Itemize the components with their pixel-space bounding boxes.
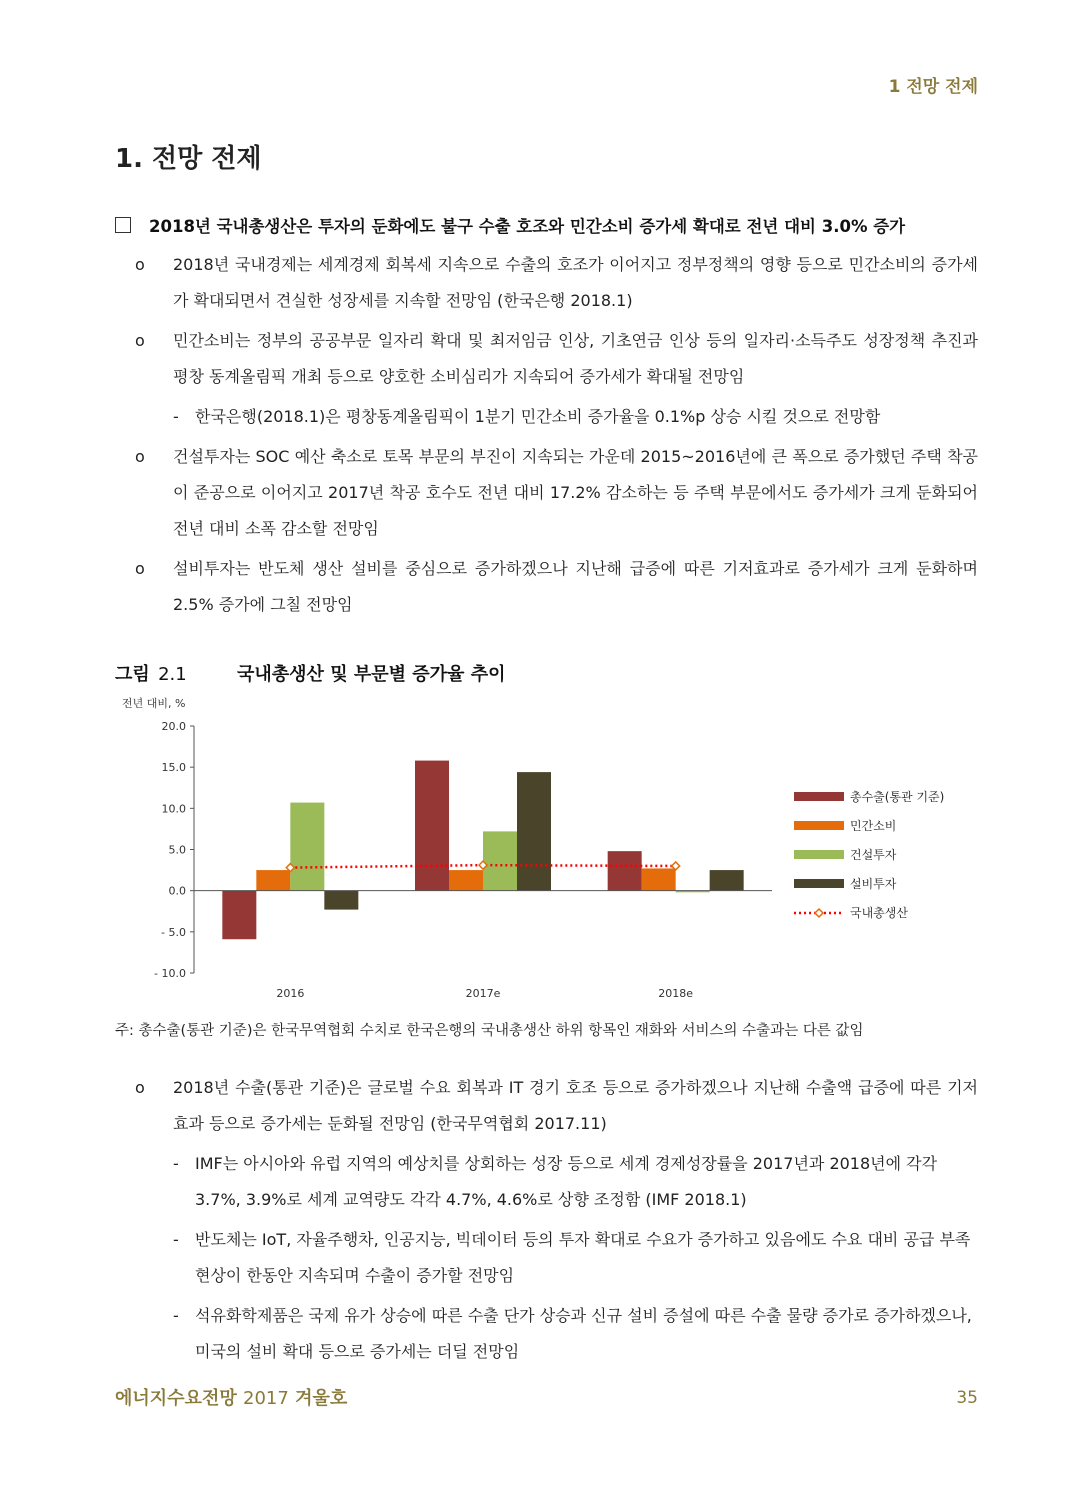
y-tick-label: 10.0 — [161, 802, 186, 816]
legend-label: 민간소비 — [850, 819, 897, 833]
figure-name: 국내총생산 및 부문별 증가율 추이 — [236, 664, 506, 685]
bullet-item — [135, 551, 978, 623]
sub-bullet-text: 한국은행(2018.1)은 평창동계올림픽이 1분기 민간소비 증가율을 0.1%p 상승 시킬 것으로 전망함 — [195, 407, 881, 426]
y-tick-label: 20.0 — [161, 720, 186, 733]
bar-4 — [324, 891, 358, 910]
y-tick-label: - 10.0 — [154, 967, 186, 980]
bar-4 — [710, 870, 744, 891]
bullet-marker: o — [135, 255, 145, 274]
bullet-item — [135, 323, 978, 395]
bullet-list-1 — [135, 247, 978, 627]
bullet-text: 2018년 수출(통관 기준)은 글로벌 수요 회복과 IT 경기 호조 등으로 증가하겠으나 지난해 수출액 급증에 따른 기저효과 등으로 증가세는 둔화될 전망임 (한국무역협회 2017.11) — [173, 1078, 978, 1133]
sub-bullet-item — [173, 1146, 978, 1218]
y-tick-label: 15.0 — [161, 761, 186, 775]
bullet-text: 건설투자는 SOC 예산 축소로 토목 부문의 부진이 지속되는 가운데 2015~2016년에 큰 폭으로 증가했던 주택 착공이 준공으로 이어지고 2017년 착공 호수도 전년 대비 17.2% 감소하는 등 주택 부문에서도 증가세가 크게 둔화되어 전년 대비 소폭 감소할 전망임 — [173, 447, 978, 538]
page-number: 35 — [956, 1388, 978, 1408]
legend-label: 총수출(통관 기준) — [850, 790, 945, 804]
bullet-marker: o — [135, 331, 145, 350]
bar-4 — [517, 772, 551, 891]
legend-swatch — [794, 879, 844, 888]
y-tick-label: - 5.0 — [161, 925, 186, 939]
bar-1 — [608, 851, 642, 891]
y-tick-label: 0.0 — [168, 884, 186, 898]
y-tick-label: 5.0 — [168, 843, 186, 857]
figure-title — [115, 660, 505, 686]
figure-label: 그림 — [115, 664, 150, 685]
bullet-text: 민간소비는 정부의 공공부문 일자리 확대 및 최저임금 인상, 기초연금 인상 등의 일자리·소득주도 성장정책 추진과 평창 동계올림픽 개최 등으로 양호한 소비심리가 지속되어 증가세가 확대될 전망임 — [173, 331, 978, 386]
legend-label: 설비투자 — [850, 877, 897, 891]
bullet-item — [135, 1070, 978, 1142]
bullet-text: 2018년 국내경제는 세계경제 회복세 지속으로 수출의 호조가 이어지고 정부정책의 영향 등으로 민간소비의 증가세가 확대되면서 견실한 성장세를 지속할 전망임 (한국은행 2018.1) — [173, 255, 978, 310]
dash-marker: - — [173, 1306, 179, 1325]
bullet-marker: o — [135, 559, 145, 578]
sub-bullet-item — [173, 1222, 978, 1294]
bar-2 — [642, 868, 676, 890]
bar-2 — [449, 870, 483, 891]
sub-bullet-text: 석유화학제품은 국제 유가 상승에 따른 수출 단가 상승과 신규 설비 증설에 따른 수출 물량 증가로 증가하겠으나, 미국의 설비 확대 등으로 증가세는 더딜 전망임 — [195, 1306, 972, 1361]
legend-label: 국내총생산 — [850, 906, 908, 920]
bar-1 — [415, 761, 449, 891]
footer-season: 겨울호 — [295, 1388, 348, 1409]
chart-unit-label: 전년 대비, % — [122, 697, 186, 710]
x-tick-label: 2016 — [276, 987, 305, 1000]
dash-marker: - — [173, 1154, 179, 1173]
bar-1 — [222, 891, 256, 940]
legend-label: 건설투자 — [850, 848, 897, 862]
footer-year: 2017 — [243, 1388, 289, 1409]
bar-2 — [256, 870, 290, 891]
x-tick-label: 2018e — [658, 987, 694, 1000]
bullet-marker: o — [135, 447, 145, 466]
lead-statement — [115, 213, 985, 237]
figure-note: 주: 총수출(통관 기준)은 한국무역협회 수치로 한국은행의 국내총생산 하위 항목인 재화와 서비스의 수출과는 다른 값임 — [115, 1023, 864, 1039]
legend-swatch — [794, 821, 844, 830]
dash-marker: - — [173, 407, 179, 426]
bullet-text: 설비투자는 반도체 생산 설비를 중심으로 증가하겠으나 지난해 급증에 따른 기저효과로 증가세가 크게 둔화하며 2.5% 증가에 그칠 전망임 — [173, 559, 978, 614]
sub-bullet-text: 반도체는 IoT, 자율주행차, 인공지능, 빅데이터 등의 투자 확대로 수요가 증가하고 있음에도 수요 대비 공급 부족 현상이 한동안 지속되며 수출이 증가할 전망임 — [195, 1230, 971, 1285]
checkbox-icon — [115, 217, 131, 233]
legend-marker — [815, 909, 823, 917]
lead-text: 2018년 국내총생산은 투자의 둔화에도 불구 수출 호조와 민간소비 증가세 확대로 전년 대비 3.0% 증가 — [149, 217, 906, 236]
bullet-item — [135, 439, 978, 547]
chart — [110, 710, 980, 1005]
legend-swatch — [794, 792, 844, 801]
dash-marker: - — [173, 1230, 179, 1249]
bullet-list-2 — [135, 1070, 978, 1374]
bullet-item — [135, 247, 978, 319]
legend-swatch — [794, 850, 844, 859]
sub-bullet-item — [173, 399, 978, 435]
running-head: 1 전망 전제 — [888, 77, 978, 97]
footer-publication-name: 에너지수요전망 — [115, 1388, 237, 1409]
figure-number: 2.1 — [158, 664, 187, 685]
bullet-marker: o — [135, 1078, 145, 1097]
bar-3 — [290, 803, 324, 891]
x-tick-label: 2017e — [465, 987, 501, 1000]
bar-3 — [483, 831, 517, 890]
sub-bullet-item — [173, 1298, 978, 1370]
footer-publication — [115, 1384, 347, 1410]
sub-bullet-text: IMF는 아시아와 유럽 지역의 예상치를 상회하는 성장 등으로 세계 경제성장률을 2017년과 2018년에 각각 3.7%, 3.9%로 세계 교역량도 각각 4.7%, 4.6%로 상향 조정함 (IMF 2018.1) — [195, 1154, 938, 1209]
section-title: 1. 전망 전제 — [115, 144, 262, 174]
